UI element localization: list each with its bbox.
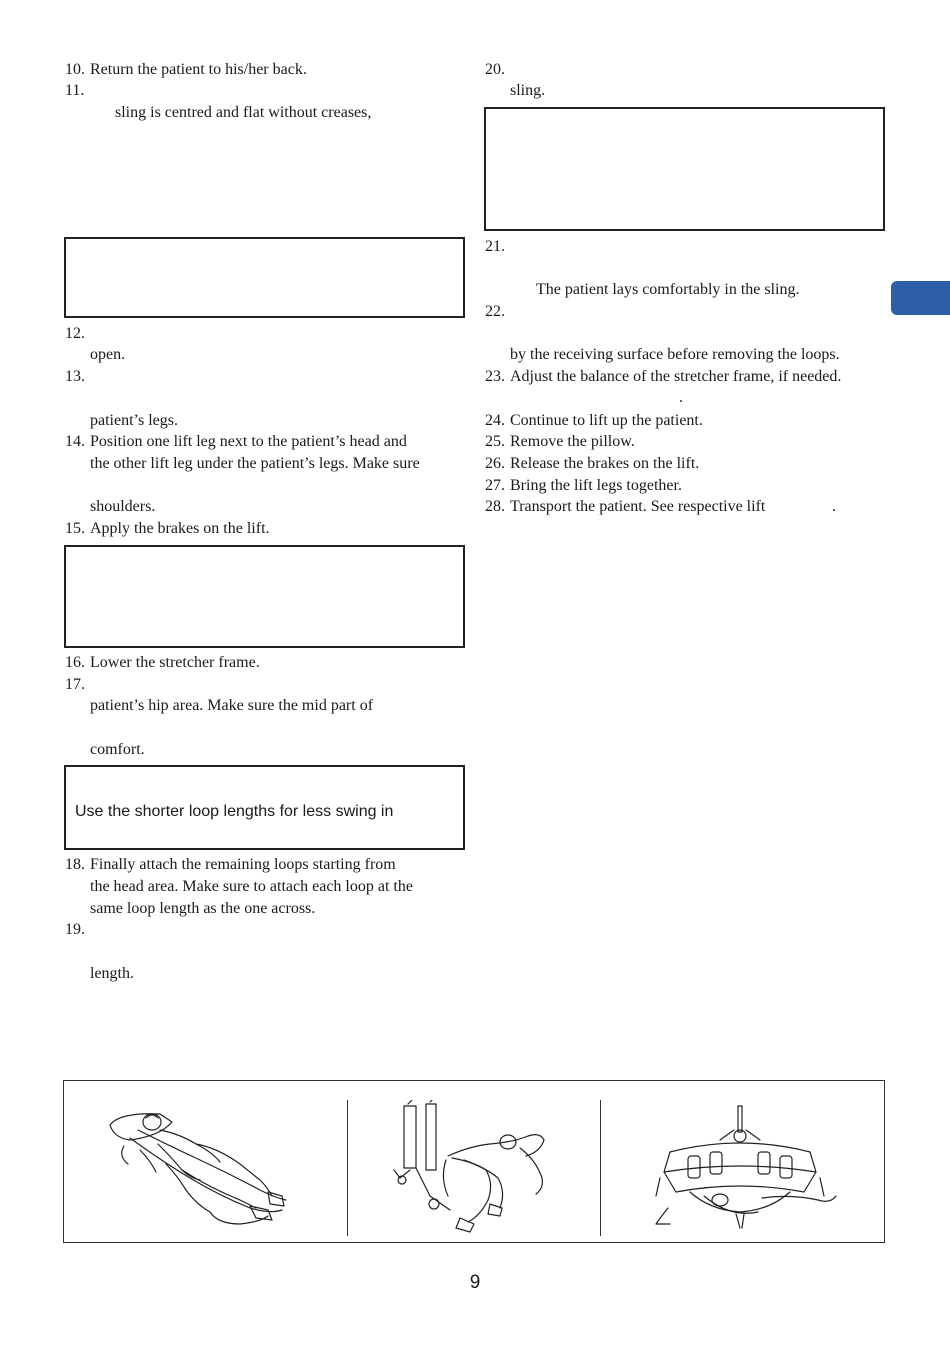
step-number: 22. xyxy=(485,303,505,320)
step-text: open. xyxy=(90,346,126,363)
step-number: 25. xyxy=(485,433,505,450)
step-dot: . xyxy=(832,498,836,515)
step-number: 18. xyxy=(65,856,85,873)
step-text: shoulders. xyxy=(90,498,156,515)
note-box xyxy=(64,237,465,318)
step-number: 15. xyxy=(65,520,85,537)
step-text: Continue to lift up the patient. xyxy=(510,412,703,429)
step-number: 23. xyxy=(485,368,505,385)
step-number: 28. xyxy=(485,498,505,515)
stretcher-lift-illustration xyxy=(650,1100,850,1235)
step-text: Apply the brakes on the lift. xyxy=(90,520,270,537)
note-box xyxy=(484,107,885,231)
step-number: 24. xyxy=(485,412,505,429)
figure-divider xyxy=(600,1100,601,1236)
figure-divider xyxy=(347,1100,348,1236)
note-text: Use the shorter loop lengths for less swing in xyxy=(75,803,394,820)
step-number: 19. xyxy=(65,921,85,938)
step-number: 27. xyxy=(485,477,505,494)
step-text: Position one lift leg next to the patient’s head and xyxy=(90,433,407,450)
step-text: by the receiving surface before removing the loops. xyxy=(510,346,840,363)
step-text: sling. xyxy=(510,82,546,99)
step-text: Bring the lift legs together. xyxy=(510,477,682,494)
step-number: 26. xyxy=(485,455,505,472)
note-box xyxy=(64,545,465,648)
step-number: 11. xyxy=(65,82,85,99)
step-text: Return the patient to his/her back. xyxy=(90,61,307,78)
step-number: 21. xyxy=(485,238,505,255)
step-number: 20. xyxy=(485,61,505,78)
step-number: 14. xyxy=(65,433,85,450)
step-text: Remove the pillow. xyxy=(510,433,635,450)
step-text: Finally attach the remaining loops starting from xyxy=(90,856,396,873)
step-number: 10. xyxy=(65,61,85,78)
step-dot: . xyxy=(679,389,683,406)
step-text: the other lift leg under the patient’s legs. Make sure xyxy=(90,455,420,472)
step-text: Lower the stretcher frame. xyxy=(90,654,260,671)
step-text: same loop length as the one across. xyxy=(90,900,316,917)
step-text: comfort. xyxy=(90,741,145,758)
step-text: Adjust the balance of the stretcher frame, if needed. xyxy=(510,368,842,385)
step-number: 16. xyxy=(65,654,85,671)
step-text: length. xyxy=(90,965,134,982)
chapter-tab xyxy=(891,281,950,315)
step-number: 17. xyxy=(65,676,85,693)
step-text: sling is centred and flat without creases, xyxy=(115,104,372,121)
step-text: Transport the patient. See respective lift xyxy=(510,498,766,515)
step-text: the head area. Make sure to attach each loop at the xyxy=(90,878,413,895)
page-number: 9 xyxy=(469,1272,481,1293)
step-text: Release the brakes on the lift. xyxy=(510,455,700,472)
step-text: patient’s hip area. Make sure the mid part of xyxy=(90,697,374,714)
step-text: patient’s legs. xyxy=(90,412,178,429)
patient-lying-illustration xyxy=(100,1100,300,1235)
step-text: The patient lays comfortably in the sling. xyxy=(536,281,800,298)
note-box xyxy=(64,765,465,850)
step-number: 13. xyxy=(65,368,85,385)
lift-positioning-illustration xyxy=(390,1100,560,1235)
step-number: 12. xyxy=(65,325,85,342)
